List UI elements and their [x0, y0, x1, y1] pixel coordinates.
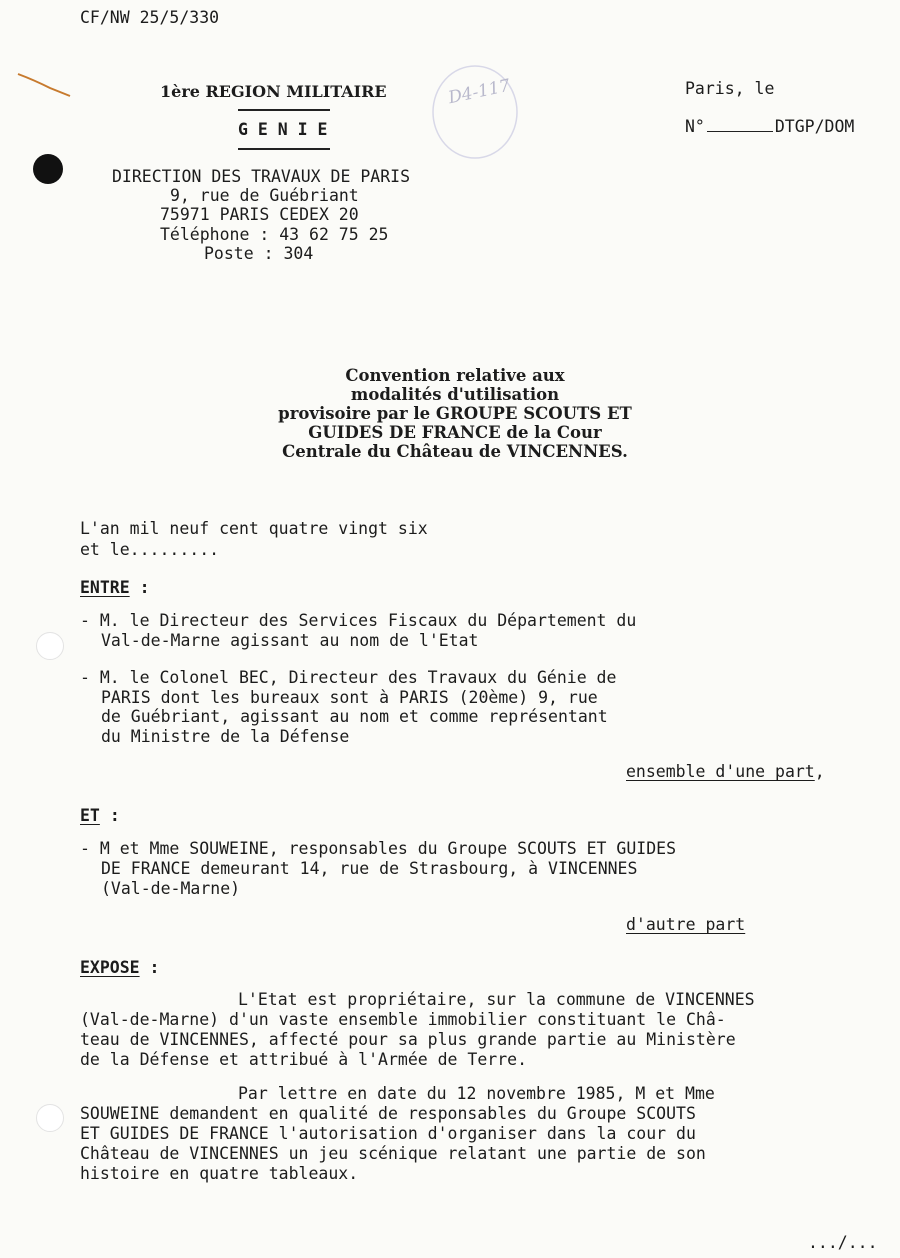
expose-para-1-line-2: (Val-de-Marne) d'un vaste ensemble immobilier constituant le Châ-: [80, 1010, 726, 1029]
party-3-line-1: - M et Mme SOUWEINE, responsables du Groupe SCOUTS ET GUIDES: [80, 839, 677, 858]
first-party-closing-comma: ,: [814, 762, 825, 781]
address-line-5: Poste : 304: [204, 244, 314, 263]
entre-heading: [80, 578, 150, 597]
expose-para-2-line-4: Château de VINCENNES un jeu scénique relatant une partie de son: [80, 1144, 706, 1163]
et-label: ET: [80, 806, 100, 825]
reference-number: [685, 117, 854, 136]
entre-label: ENTRE: [80, 578, 130, 597]
party-1-line-2: Val-de-Marne agissant au nom de l'Etat: [101, 631, 479, 650]
punch-hole-icon: [36, 1104, 64, 1132]
first-party-closing-text: ensemble d'une part: [626, 762, 815, 781]
date-clause-line-2: et le.........: [80, 540, 220, 559]
et-colon: :: [109, 806, 120, 825]
expose-para-2-line-2: SOUWEINE demandent en qualité de responsables du Groupe SCOUTS: [80, 1104, 696, 1123]
header-rule-bottom: [238, 148, 330, 150]
party-2-line-3: de Guébriant, agissant au nom et comme représentant: [101, 707, 608, 726]
party-2-line-4: du Ministre de la Défense: [101, 727, 350, 746]
date-clause-line-1: L'an mil neuf cent quatre vingt six: [80, 519, 428, 538]
first-party-closing: [626, 762, 825, 781]
party-3-line-2: DE FRANCE demeurant 14, rue de Strasbourg, à VINCENNES: [101, 859, 638, 878]
number-prefix: N°: [685, 117, 705, 136]
expose-para-1-line-1: L'Etat est propriétaire, sur la commune de VINCENNES: [238, 990, 755, 1009]
number-suffix: DTGP/DOM: [774, 117, 855, 136]
region-heading: 1ère REGION MILITAIRE: [160, 82, 387, 101]
title-line-2: modalités d'utilisation: [350, 385, 560, 404]
header-rule-top: [238, 109, 330, 111]
title-line-1: Convention relative aux: [345, 366, 565, 385]
punch-hole-icon: [36, 632, 64, 660]
expose-para-1-line-3: teau de VINCENNES, affecté pour sa plus grande partie au Ministère: [80, 1030, 736, 1049]
address-line-1: DIRECTION DES TRAVAUX DE PARIS: [112, 167, 411, 186]
place-date: Paris, le: [685, 79, 775, 98]
expose-para-2-line-5: histoire en quatre tableaux.: [80, 1164, 359, 1183]
number-blank: [707, 131, 773, 132]
et-heading: [80, 806, 120, 825]
arm-heading: G E N I E: [238, 120, 328, 139]
expose-label: EXPOSE: [80, 958, 140, 977]
expose-para-1-line-4: de la Défense et attribué à l'Armée de Terre.: [80, 1050, 528, 1069]
pen-mark-icon: [14, 70, 74, 100]
expose-para-2-line-3: ET GUIDES DE FRANCE l'autorisation d'organiser dans la cour du: [80, 1124, 696, 1143]
expose-heading: [80, 958, 159, 977]
title-line-4: GUIDES DE FRANCE de la Cour: [308, 423, 602, 442]
entre-colon: :: [139, 578, 150, 597]
party-2-line-1: - M. le Colonel BEC, Directeur des Travaux du Génie de: [80, 668, 617, 687]
continuation-mark: .../...: [808, 1233, 878, 1252]
party-3-line-3: (Val-de-Marne): [101, 879, 241, 898]
party-1-line-1: - M. le Directeur des Services Fiscaux du Département du: [80, 611, 637, 630]
punch-hole-icon: [33, 154, 63, 184]
second-party-closing: d'autre part: [626, 915, 746, 934]
title-line-3: provisoire par le GROUPE SCOUTS ET: [278, 404, 632, 423]
handwritten-mark: D4-117: [446, 75, 513, 109]
address-line-4: Téléphone : 43 62 75 25: [160, 225, 389, 244]
title-line-5: Centrale du Château de VINCENNES.: [282, 442, 628, 461]
document-reference: CF/NW 25/5/330: [80, 8, 220, 27]
expose-colon: :: [149, 958, 160, 977]
expose-para-2-line-1: Par lettre en date du 12 novembre 1985, M et Mme: [238, 1084, 715, 1103]
document-title: [0, 366, 900, 461]
party-2-line-2: PARIS dont les bureaux sont à PARIS (20ème) 9, rue: [101, 688, 598, 707]
address-line-2: 9, rue de Guébriant: [170, 186, 359, 205]
address-line-3: 75971 PARIS CEDEX 20: [160, 205, 359, 224]
